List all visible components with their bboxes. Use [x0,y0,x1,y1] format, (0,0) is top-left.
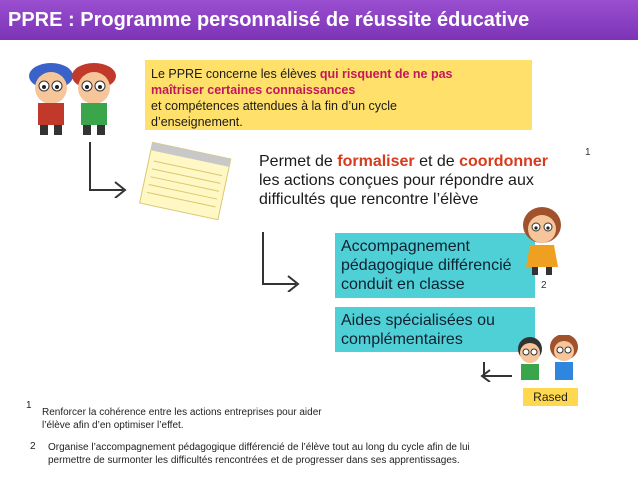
footnote-2-line-1: Organise l’accompagnement pédagogique différencié de l’élève tout au long du cycle afin de lui [48,442,470,453]
purpose-part-1: Permet de [259,153,338,170]
footnote-2-number: 2 [30,441,36,452]
footnote-1 [42,406,322,432]
students-icon [18,58,126,138]
rased-students-icon [512,335,584,385]
intro-line-3: et compétences attendues à la fin d’un cycle [151,99,397,113]
accompaniment-line-1: Accompagnement [341,238,470,255]
footnote-ref-2: 2 [541,280,547,291]
notepad-icon [130,140,240,225]
footnote-1-line-2: l’élève afin d’en optimiser l’effet. [42,420,184,431]
purpose-formaliser: formaliser [337,153,415,170]
purpose-text [259,152,589,209]
intro-box [145,60,532,130]
aids-line-1: Aides spécialisées ou [341,312,495,329]
rased-badge: Rased [523,388,578,406]
page-title: PPRE : Programme personnalisé de réussite éducative [8,9,530,31]
intro-line-4: d’enseignement. [151,115,243,129]
aids-box [335,307,535,352]
accompaniment-line-2: pédagogique différencié [341,257,512,274]
purpose-line-2: les actions conçues pour répondre aux [259,172,534,189]
footnote-2-line-2: permettre de surmonter les difficultés rencontrées et de progresser dans ses apprentissages. [48,455,460,466]
intro-prefix: Le PPRE concerne les élèves [151,67,320,81]
footnote-2 [48,441,470,467]
footnote-1-line-1: Renforcer la cohérence entre les actions entreprises pour aider [42,407,322,418]
title-bar [0,0,638,40]
purpose-part-2: et de [414,153,460,170]
purpose-line-3: difficultés que rencontre l’élève [259,191,479,208]
arrow-back-icon [476,360,516,382]
arrow-down-right-icon [85,140,130,198]
intro-highlight-2: maîtriser certaines connaissances [151,83,356,97]
accompaniment-box [335,233,535,298]
student-girl-icon [520,205,565,277]
arrow-down-right-icon [258,230,303,292]
purpose-coordonner: coordonner [459,153,549,170]
footnote-1-number: 1 [26,400,32,411]
intro-highlight-1: qui risquent de ne pas [319,67,453,81]
accompaniment-line-3: conduit en classe [341,276,465,293]
footnote-ref-1: 1 [585,147,591,158]
aids-line-2: complémentaires [341,331,463,348]
